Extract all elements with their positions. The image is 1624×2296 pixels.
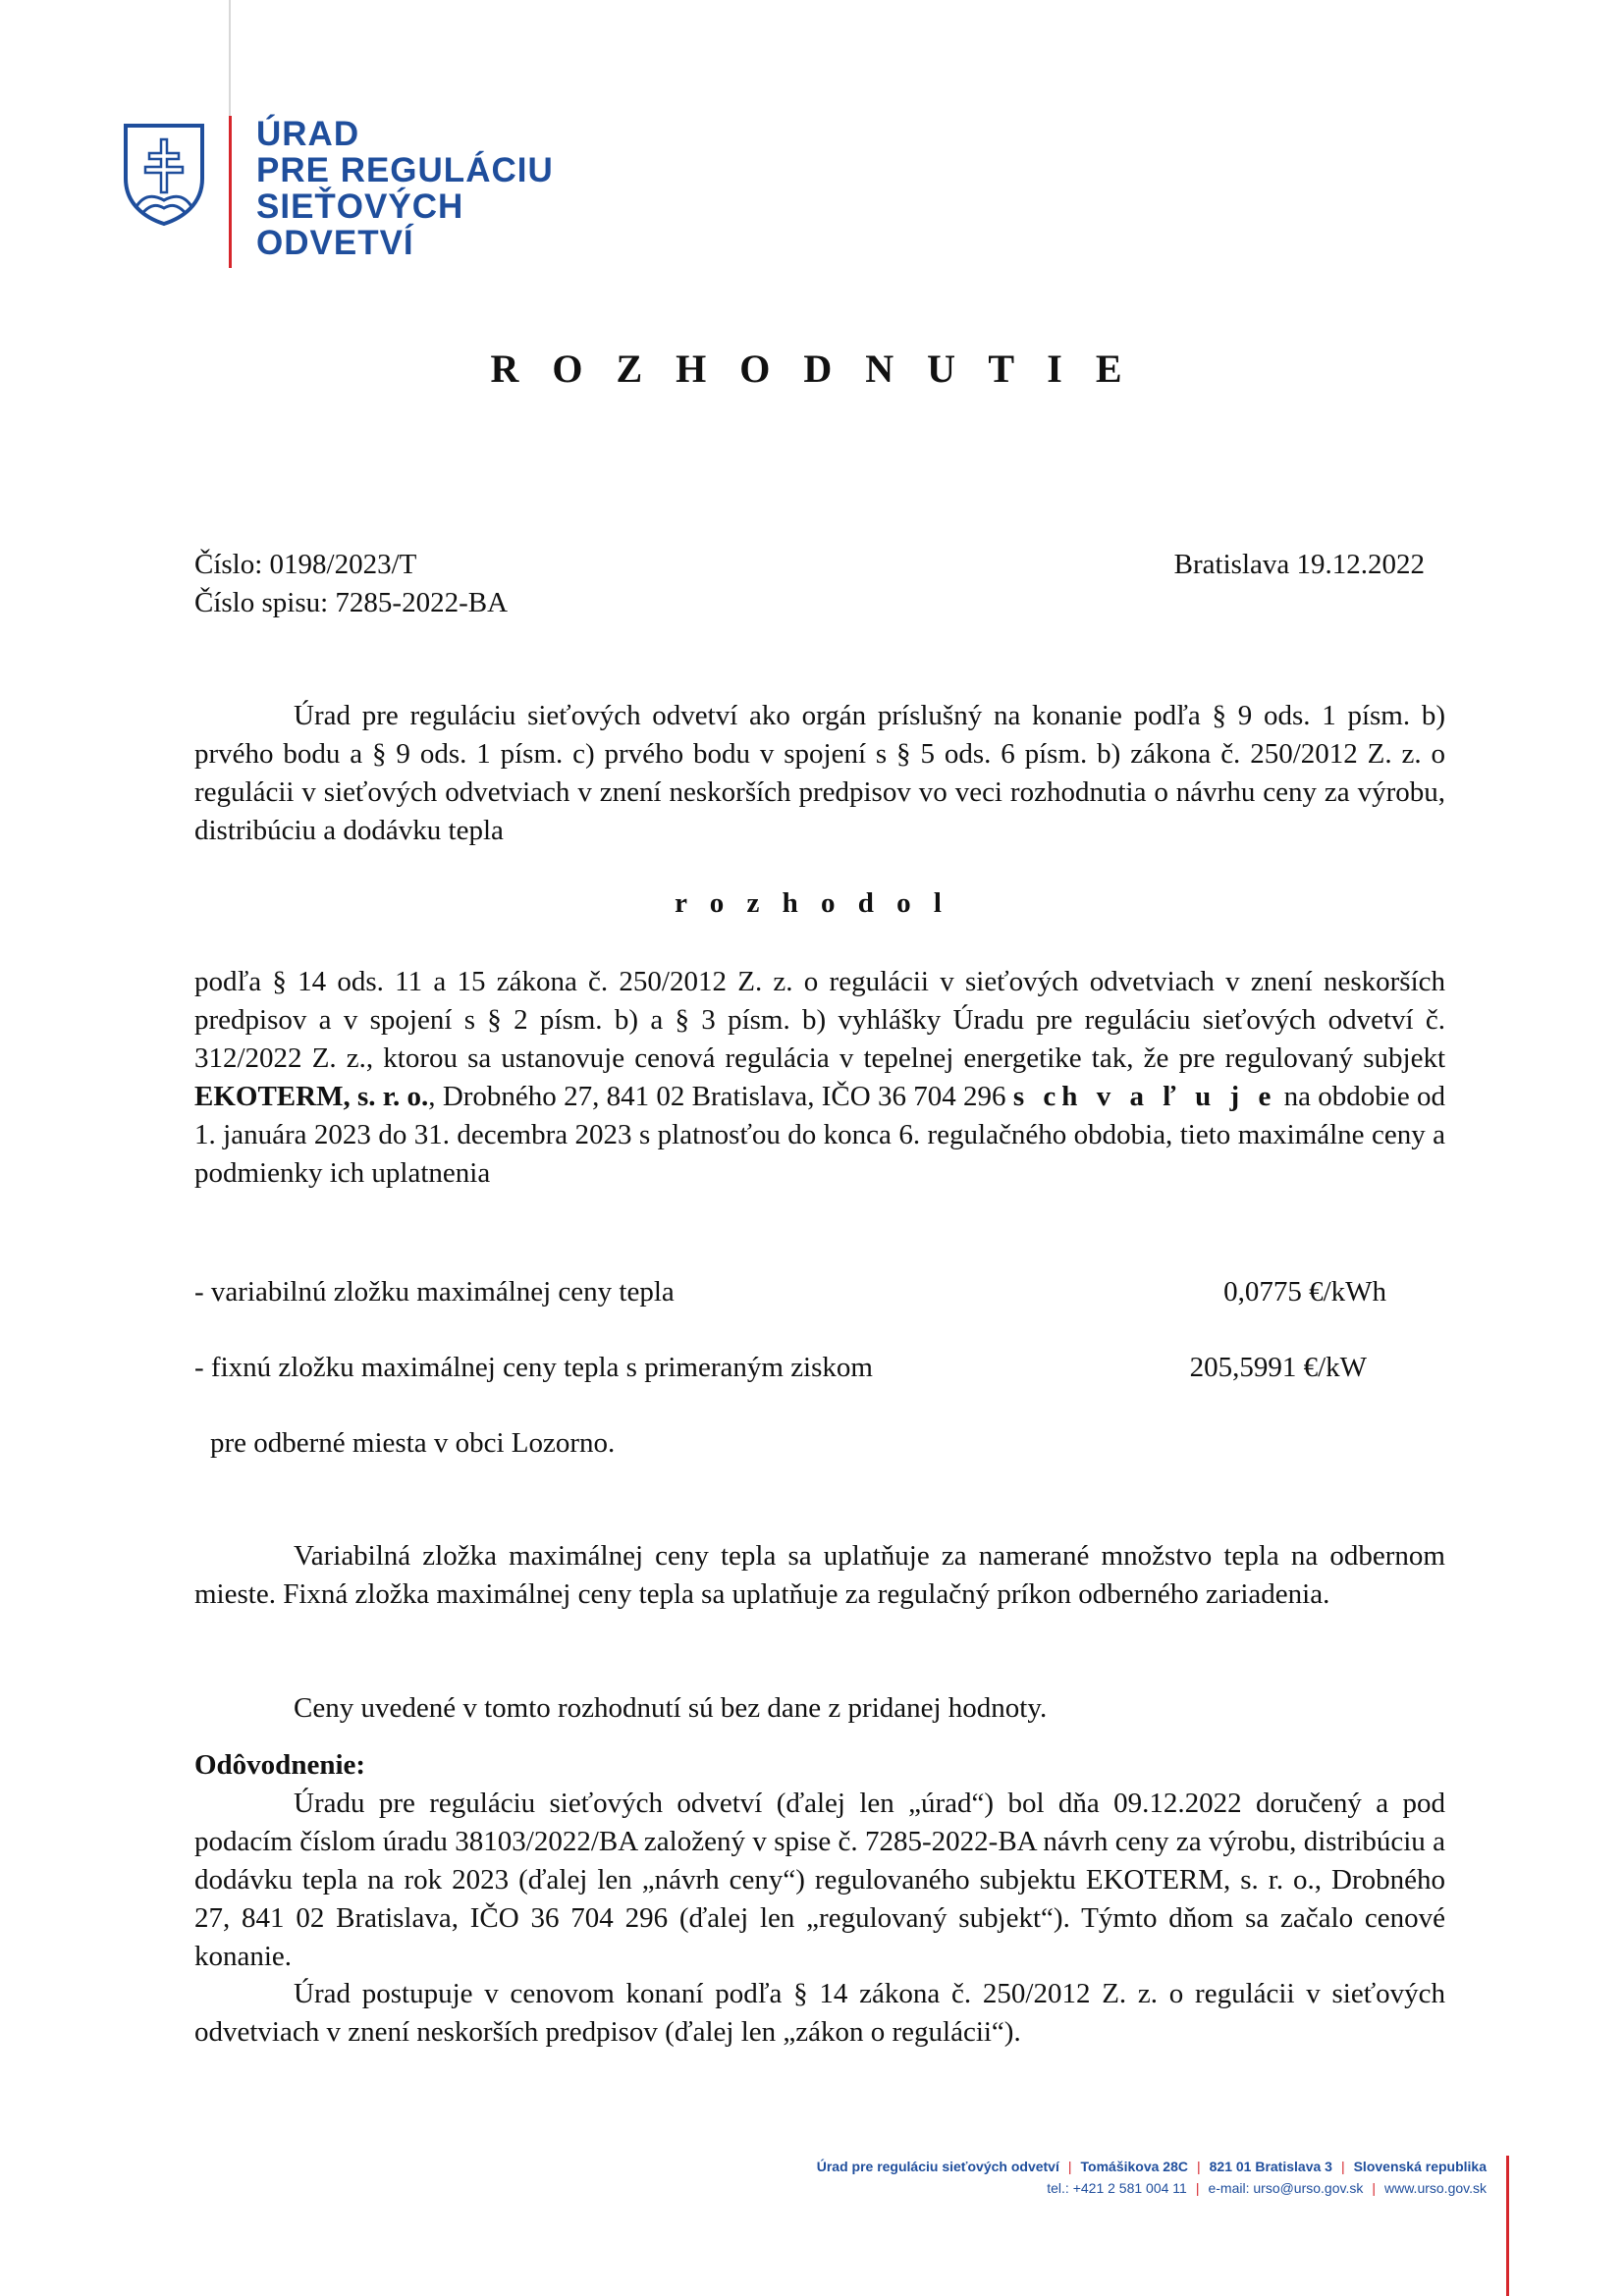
conditions-paragraph: Variabilná zložka maximálnej ceny tepla sa uplatňuje za namerané množstvo tepla na odbernom mieste. Fixná zložka maximálnej ceny tepla sa uplatňuje za regulačný príkon odberného zariadenia. <box>194 1540 1445 1610</box>
file-number: Číslo spisu: 7285-2022-BA <box>194 587 509 618</box>
footer-item: Slovenská republika <box>1353 2159 1487 2174</box>
location-note: pre odberné miesta v obci Lozorno. <box>210 1427 616 1459</box>
approves-word: s ch v a ľ u j e <box>1012 1081 1277 1112</box>
place-date: Bratislava 19.12.2022 <box>1173 549 1425 580</box>
price-label: - fixnú zložku maximálnej ceny tepla s primeraným ziskom <box>194 1352 873 1383</box>
decision-paragraph <box>194 963 1445 1193</box>
footer-item: Úrad pre reguláciu sieťových odvetví <box>816 2159 1059 2174</box>
intro-paragraph: Úrad pre reguláciu sieťových odvetví ako orgán príslušný na konanie podľa § 9 ods. 1 písm. b) prvého bodu a § 9 ods. 1 písm. c) prvého bodu v spojení s § 5 ods. 6 písm. b) zákona č. 250/2012 Z. z. o regulácii v sieťových odvetviach v znení neskorších predpisov vo veci rozhodnutia o návrhu ceny za výrobu, distribúciu a dodávku tepla <box>194 700 1445 846</box>
footer-website: www.urso.gov.sk <box>1384 2180 1487 2196</box>
office-logo-text <box>256 116 554 261</box>
company-name: EKOTERM, s. r. o. <box>194 1081 429 1112</box>
justification-paragraph-2: Úrad postupuje v cenovom konaní podľa § 14 zákona č. 250/2012 Z. z. o regulácii v sieťových odvetviach v znení neskorších predpisov (ďalej len „zákon o regulácii“). <box>194 1978 1445 2048</box>
footer-phone: tel.: +421 2 581 004 11 <box>1047 2180 1187 2196</box>
vat-note: Ceny uvedené v tomto rozhodnutí sú bez dane z pridanej hodnoty. <box>294 1692 1048 1724</box>
slovak-coat-of-arms-icon <box>122 122 206 228</box>
header-divider-red <box>229 116 232 268</box>
justification-heading: Odôvodnenie: <box>194 1749 366 1781</box>
footer-email: e-mail: urso@urso.gov.sk <box>1208 2180 1364 2196</box>
document-title: R O Z H O D N U T I E <box>490 347 1134 391</box>
logo-line: PRE REGULÁCIU <box>256 151 554 189</box>
decision-text: na obdobie od 1. januára 2023 do 31. decembra 2023 s platnosťou do konca 6. regulačného obdobia, tieto maximálne ceny a podmienky ich uplatnenia <box>194 1081 1445 1189</box>
justification-paragraph-1: Úradu pre reguláciu sieťových odvetví (ďalej len „úrad“) bol dňa 09.12.2022 doručený a pod podacím číslom úradu 38103/2022/BA založený v spise č. 7285-2022-BA návrh ceny za výrobu, distribúciu a dodávku tepla na rok 2023 (ďalej len „návrh ceny“) regulovaného subjektu EKOTERM, s. r. o., Drobného 27, 841 02 Bratislava, IČO 36 704 296 (ďalej len „regulovaný subjekt“). Týmto dňom sa začalo cenové konanie. <box>194 1788 1445 1972</box>
price-value: 0,0775 €/kWh <box>1223 1276 1386 1308</box>
footer-item: 821 01 Bratislava 3 <box>1209 2159 1332 2174</box>
page-footer <box>817 2156 1487 2199</box>
price-label: - variabilnú zložku maximálnej ceny tepla <box>194 1276 675 1308</box>
reference-block <box>194 546 508 622</box>
decided-heading: r o z h o d o l <box>675 887 949 919</box>
logo-line: SIEŤOVÝCH <box>256 187 464 226</box>
footer-contact-line: tel.: +421 2 581 004 11 | e-mail: urso@urso.gov.sk | www.urso.gov.sk <box>1047 2180 1487 2196</box>
price-value: 205,5991 €/kW <box>1189 1352 1367 1383</box>
footer-item: Tomášikova 28C <box>1080 2159 1188 2174</box>
decision-text: podľa § 14 ods. 11 a 15 zákona č. 250/2012 Z. z. o regulácii v sieťových odvetviach v znení neskorších predpisov a v spojení s § 2 písm. b) a § 3 písm. b) vyhlášky Úradu pre reguláciu sieťových odvetví č. 312/2022 Z. z., ktorou sa ustanovuje cenová regulácia v tepelnej energetike tak, že pre regulovaný subjekt <box>194 966 1445 1074</box>
decision-text: , Drobného 27, 841 02 Bratislava, IČO 36 704 296 <box>428 1081 1013 1112</box>
logo-line: ÚRAD <box>256 115 360 153</box>
decision-number: Číslo: 0198/2023/T <box>194 549 417 580</box>
footer-address-line: Úrad pre reguláciu sieťových odvetví | Tomášikova 28C | 821 01 Bratislava 3 | Slovenská republika <box>816 2159 1487 2174</box>
logo-line: ODVETVÍ <box>256 224 414 262</box>
footer-divider-red <box>1506 2156 1509 2296</box>
